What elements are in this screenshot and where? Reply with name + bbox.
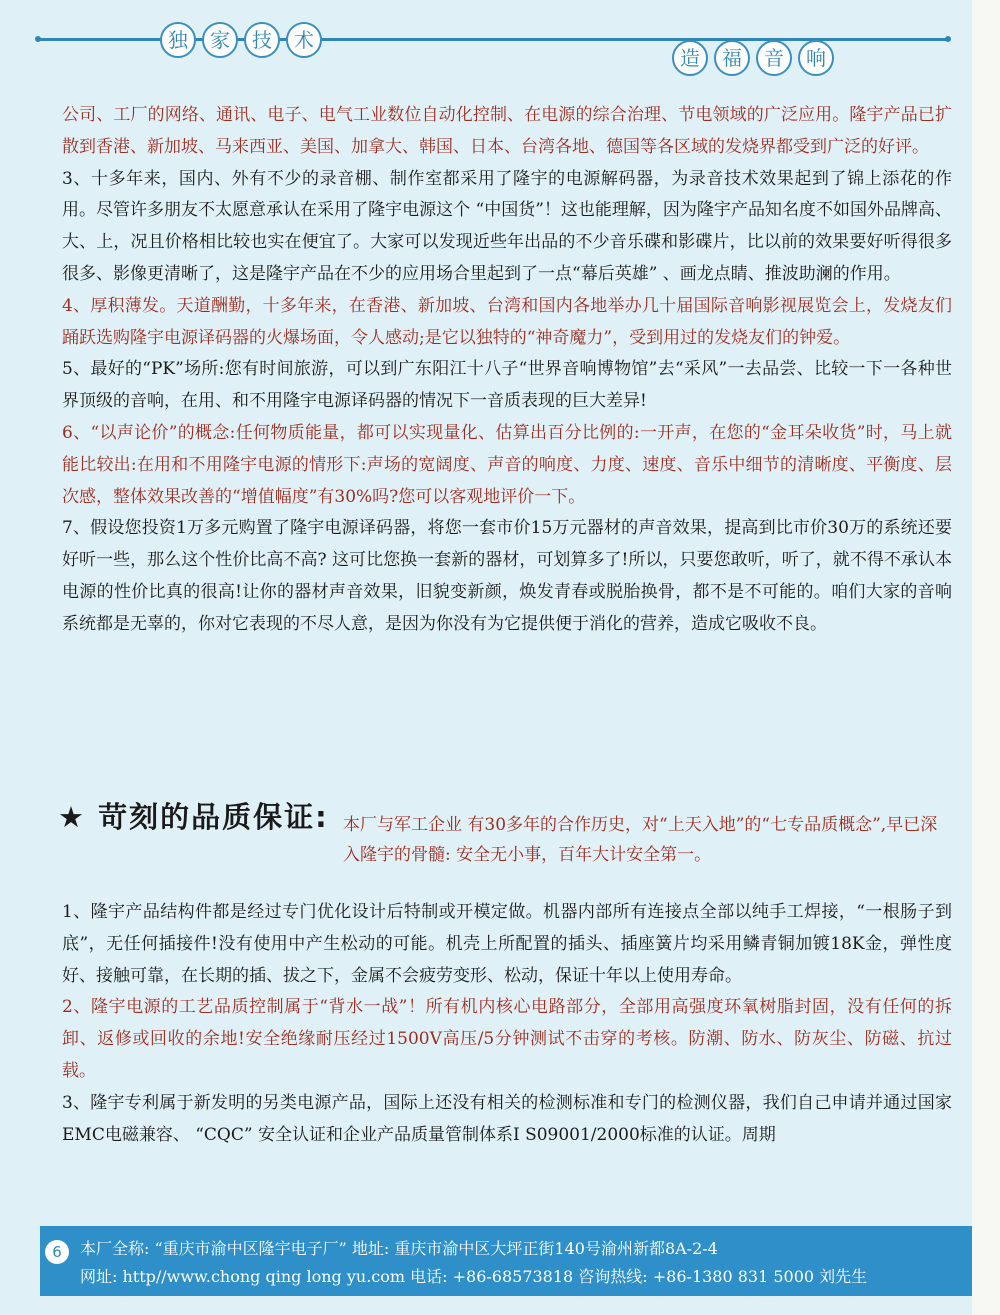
header-right-badges	[672, 40, 834, 76]
header-badge: 技	[244, 22, 280, 58]
paragraph: 1、隆宇产品结构件都是经过专门优化设计后特制或开模定做。机器内部所有连接点全部以纯手工焊接，“一根肠子到底”，无任何插接件!没有使用中产生松动的可能。机壳上所配置的插头、插座簧片均采用鳞青铜加镀18K金，弹性度好、接触可靠，在长期的插、拔之下，金属不会疲劳变形、松动，保证十年以上使用寿命。	[62, 902, 952, 986]
header-dot	[35, 36, 41, 42]
section-title: ★ 苛刻的品质保证:	[58, 800, 329, 834]
header-badge: 造	[672, 40, 708, 76]
paragraph: 5、最好的“PK”场所:您有时间旅游，可以到广东阳江十八子“世界音响博物馆”去“采风”一去品尝、比较一下一各种世界顶级的音响，在用、和不用隆宇电源译码器的情况下一音质表现的巨大差异!	[62, 359, 952, 412]
header-badge: 术	[286, 22, 322, 58]
paragraph: 3、十多年来，国内、外有不少的录音棚、制作室都采用了隆宇的电源解码器，为录音技术效果起到了锦上添花的作用。尽管许多朋友不太愿意承认在采用了隆宇电源这个 “中国货”！这也能理解，因为隆宇产品知名度不如国外品牌高、大、上，况且价格相比较也实在便宜了。大家可以发现近些年出品的不少音乐碟和影碟片，比以前的效果要好听得很多很多、影像更清晰了，这是隆宇产品在不少的应用场合里起到了一点“幕后英雄” 、画龙点睛、推波助澜的作用。	[62, 168, 952, 284]
paragraph: 2、隆宇电源的工艺品质控制属于“背水一战”！所有机内核心电路部分，全部用高强度环氧树脂封固，没有任何的拆卸、返修或回收的余地!安全绝缘耐压经过1500V高压/5分钟测试不击穿的考核。防潮、防水、防灰尘、防磁、抗过载。	[62, 997, 952, 1081]
header-badge: 家	[202, 22, 238, 58]
paragraph: 6、“以声论价”的概念:任何物质能量，都可以实现量化、估算出百分比例的:一开声，在您的“金耳朵收货”时，马上就能比较出:在用和不用隆宇电源的情形下:声场的宽阔度、声音的响度、力度、速度、音乐中细节的清晰度、平衡度、层次感，整体效果改善的“增值幅度”有30%吗?您可以客观地评价一下。	[62, 422, 952, 507]
header-badge: 福	[714, 40, 750, 76]
paragraph: 3、隆宇专利属于新发明的另类电源产品，国际上还没有相关的检测标准和专门的检测仪器，我们自己申请并通过国家EMC电磁兼容、 “CQC” 安全认证和企业产品质量管制体系I S09001/2000标准的认证。周期	[62, 1092, 952, 1145]
header-badge: 响	[798, 40, 834, 76]
header-left-badges	[160, 22, 322, 58]
header-dot	[945, 36, 951, 42]
header-badge: 独	[160, 22, 196, 58]
paragraph: 4、厚积薄发。天道酬勤，十多年来，在香港、新加坡、台湾和国内各地举办几十届国际音响影视展览会上，发烧友们踊跃选购隆宇电源译码器的火爆场面，令人感动;是它以独特的“神奇魔力”，受到用过的发烧友们的钟爱。	[62, 295, 952, 348]
footer-company-address: 本厂全称: “重庆市渝中区隆宇电子厂” 地址: 重庆市渝中区大坪正街140号渝州新都8A-2-4	[80, 1239, 718, 1258]
page-number: 6	[45, 1240, 69, 1264]
paragraph: 7、假设您投资1万多元购置了隆宇电源译码器，将您一套市价15万元器材的声音效果，提高到比市价30万的系统还要好听一些，那么这个性价比高不高? 这可比您换一套新的器材，可划算多了!所以，只要您敢听，听了，就不得不承认本电源的性价比真的很高!让你的器材声音效果，旧貌变新颜，焕发青春或脱胎换骨，都不是不可能的。咱们大家的音响系统都是无辜的，你对它表现的不尽人意，是因为你没有为它提供便于消化的营养，造成它吸收不良。	[62, 518, 952, 634]
page-edge	[972, 0, 1000, 1315]
body-text-bottom	[62, 897, 952, 1151]
footer-contact: 网址: http//www.chong qing long yu.com 电话: +86-68573818 咨询热线: +86-1380 831 5000 刘先生	[80, 1267, 868, 1286]
body-text-top	[62, 100, 952, 641]
header-badge: 音	[756, 40, 792, 76]
paragraph: 公司、工厂的网络、通讯、电子、电气工业数位自动化控制、在电源的综合治理、节电领域的广泛应用。隆宇产品已扩散到香港、新加坡、马来西亚、美国、加拿大、韩国、日本、台湾各地、德国等各区域的发烧界都受到广泛的好评。	[62, 105, 952, 157]
section-note: 本厂与军工企业 有30多年的合作历史，对“上天入地”的“七专品质概念”,早已深入隆宇的骨髓: 安全无小事，百年大计安全第一。	[343, 815, 938, 865]
